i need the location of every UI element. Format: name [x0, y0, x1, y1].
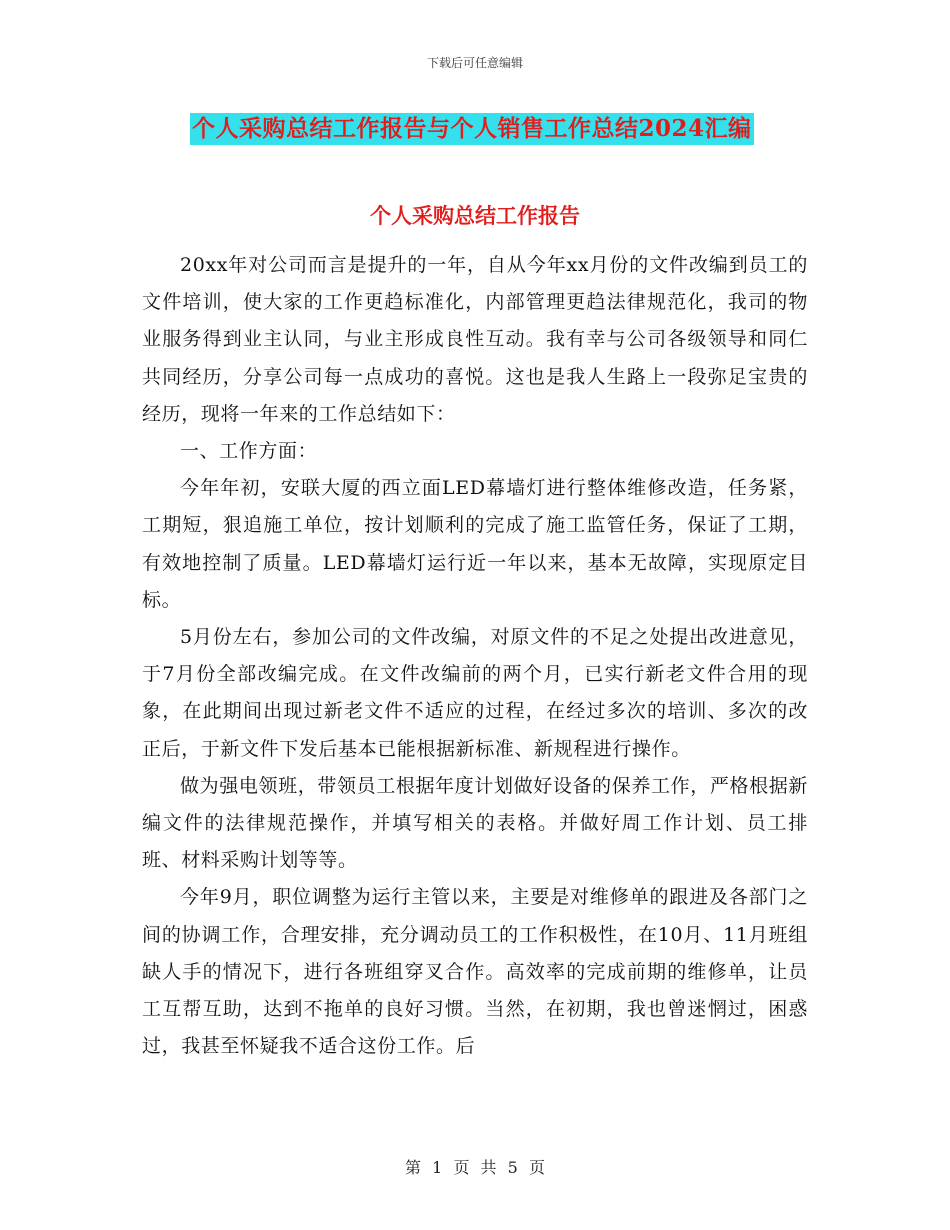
paragraph-intro: 20xx年对公司而言是提升的一年，自从今年xx月份的文件改编到员工的文件培训，使大家的工作更趋标准化，内部管理更趋法律规范化，我司的物业服务得到业主认同，与业主形成良性互动。我有幸与公司各级领导和同仁共同经历，分享公司每一点成功的喜悦。这也是我人生路上一段弥足宝贵的经历，现将一年来的工作总结如下：: [142, 254, 808, 425]
footer-page-number: 1: [432, 1158, 443, 1177]
footer-total-word: 共: [480, 1158, 497, 1177]
paragraph-electrical-lead: 做为强电领班，带领员工根据年度计划做好设备的保养工作，严格根据新编文件的法律规范操作，并填写相关的表格。并做好周工作计划、员工排班、材料采购计划等等。: [142, 774, 808, 872]
document-body: [142, 247, 808, 1065]
paragraph-heading-work: 一、工作方面：: [180, 440, 318, 463]
document-main-title: 个人采购总结工作报告与个人销售工作总结2024汇编: [190, 113, 754, 145]
paragraph-led-wall: 今年年初，安联大厦的西立面LED幕墙灯进行整体维修改造，任务紧，工期短，狠追施工单位，按计划顺利的完成了施工监管任务，保证了工期，有效地控制了质量。LED幕墙灯运行近一年以来，基本无故障，实现原定目标。: [142, 477, 808, 611]
section-title: 个人采购总结工作报告: [370, 203, 580, 228]
paragraph-operations-supervisor: 今年9月，职位调整为运行主管以来，主要是对维修单的跟进及各部门之间的协调工作，合理安排，充分调动员工的工作积极性，在10月、11月班组缺人手的情况下，进行各班组穿叉合作。高效率的完成前期的维修单，让员工互帮互助，达到不拖单的良好习惯。当然，在初期，我也曾迷惘过，困惑过，我甚至怀疑我不适合这份工作。后: [142, 886, 808, 1058]
footer-total-pages: 5: [507, 1158, 518, 1177]
footer-suffix: 页: [528, 1158, 545, 1177]
header-note: 下载后可任意编辑: [426, 56, 523, 70]
paragraph-document-revision: 5月份左右，参加公司的文件改编，对原文件的不足之处提出改进意见，于7月份全部改编完成。在文件改编前的两个月，已实行新老文件合用的现象，在此期间出现过新老文件不适应的过程，在经过多次的培训、多次的改正后，于新文件下发后基本已能根据新标准、新规程进行操作。: [142, 626, 808, 760]
footer-prefix: 第: [405, 1158, 422, 1177]
footer-page-word: 页: [453, 1158, 470, 1177]
page-footer: [0, 1155, 950, 1178]
